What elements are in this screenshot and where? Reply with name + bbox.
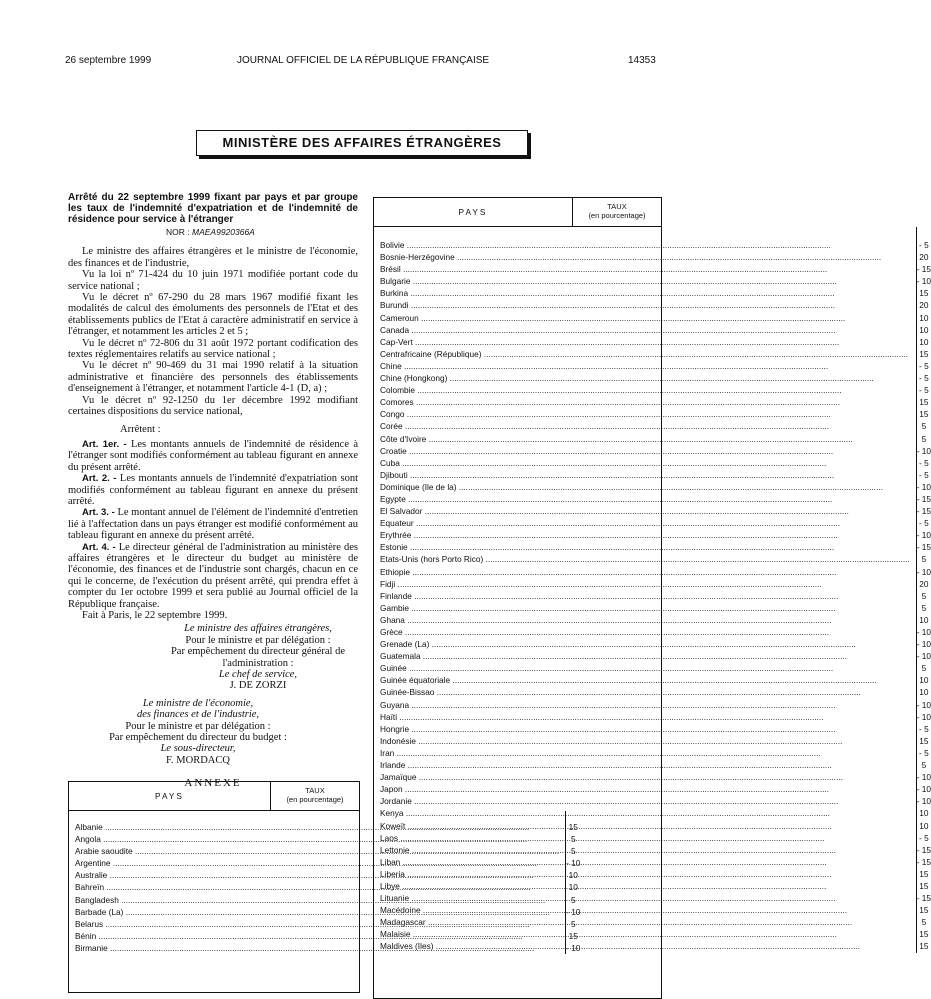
table-row-taux: 10 xyxy=(568,882,578,893)
table-row-taux: 5 xyxy=(570,846,576,857)
visas-list xyxy=(68,246,358,417)
table-row-taux: 5 xyxy=(570,918,576,929)
table-row-taux: - 10 xyxy=(566,942,581,953)
table-row-pays: Guatemala ..... xyxy=(380,650,910,662)
article-text: Les montants annuels de l'indemnité de résidence à l'étranger sont modifiés conformément au tableau figurant en annexe du présent arrêté. xyxy=(68,438,359,473)
table-row-pays: Australie ..... xyxy=(75,869,559,881)
table-row-pays: Iran ..... xyxy=(380,747,910,759)
table-row-taux: - 10 xyxy=(916,627,931,637)
article-text: Les montants annuels de l'indemnité d'expatriation sont modifiés conformément au tableau figurant en annexe du présent arrêté. xyxy=(68,473,359,507)
table-row-pays: Chine ..... xyxy=(380,360,910,372)
visa-paragraph: Vu le décret nº 92-1250 du 1er décembre 1992 modifiant certaines dispositions du service national, xyxy=(68,394,358,418)
table-row-taux: 20 xyxy=(919,252,929,263)
table-row-pays: Dominique (Ile de la) ..... xyxy=(380,481,910,493)
table-row-taux: - 10 xyxy=(916,711,931,722)
table-row-pays: Haïti ..... xyxy=(380,711,910,723)
table-row-taux: - 10 xyxy=(916,784,931,795)
table-row-taux: 15 xyxy=(919,409,929,420)
table-row-pays: Bosnie-Herzégovine ..... xyxy=(380,251,910,263)
table-row-taux: 15 xyxy=(919,397,929,408)
table-row-taux: - 15 xyxy=(916,264,931,275)
table-row-taux: - 15 xyxy=(916,893,931,904)
header-date: 26 septembre 1999 xyxy=(65,55,152,66)
taux-sublabel: (en pourcentage) xyxy=(286,795,344,804)
done-at: Fait à Paris, le 22 septembre 1999. xyxy=(82,610,228,621)
table-row-pays: Jordanie ..... xyxy=(380,795,910,807)
table-row-pays: Brésil ..... xyxy=(380,263,910,275)
table-row-pays: Corée ..... xyxy=(380,420,910,432)
table-row-pays: Cap-Vert ..... xyxy=(380,336,910,348)
table-row-taux: - 15 xyxy=(916,542,931,553)
table-row-taux: 15 xyxy=(919,288,929,299)
table-row-taux: 5 xyxy=(921,554,927,565)
article-text: Le directeur général de l'administration au ministère des affaires étrangères et le directeur du budget au ministère de l'économie, des finances et de l'industrie sont chargés, chacun en ce qui le concerne, de l'exécution du présent arrêté, qui prendra effet à compter du 1er octobre 1999 et sera publié au Journal officiel de la République française. xyxy=(68,541,358,610)
sig2-line1: Pour le ministre et par délégation : xyxy=(125,720,271,732)
table-row-pays: Canada ..... xyxy=(380,324,910,336)
table-row-taux: 10 xyxy=(919,687,929,698)
arrete-title: Arrêté du 22 septembre 1999 fixant par pays et par groupe les taux de l'indemnité d'expatriation et de l'indemnité de résidence pour service à l'étranger xyxy=(68,192,358,225)
table-row-taux: 15 xyxy=(919,941,929,952)
col-header-taux xyxy=(271,782,359,810)
nor-reference xyxy=(166,227,358,238)
article-text: Le montant annuel de l'élément de l'indemnité d'entretien lié à l'affectation dans un pays étranger est modifié conformément au tableau figurant en annexe du présent arrêté. xyxy=(68,507,358,542)
table-row-pays: Côte d'Ivoire ..... xyxy=(380,433,910,445)
table-row-taux: 15 xyxy=(919,868,929,879)
taux-label: TAUX xyxy=(607,202,627,211)
table-row-taux: - 10 xyxy=(916,772,931,783)
article-paragraph xyxy=(68,542,358,610)
table-row-taux: - 10 xyxy=(916,639,931,650)
table-row-pays: Guyana ..... xyxy=(380,699,910,711)
table-row-pays: Angola ..... xyxy=(75,833,559,845)
annexe-title: ANNEXE xyxy=(184,777,242,790)
visa-paragraph: Vu la loi nº 71-424 du 10 juin 1971 modifiée portant code du service national ; xyxy=(68,269,358,292)
table-row-taux: - 10 xyxy=(916,796,931,807)
col-header-pays: PAYS xyxy=(69,782,271,810)
sig1-title: Le chef de service, xyxy=(218,669,298,681)
table-row-pays: Lituanie ..... xyxy=(380,892,910,904)
table-row-taux: - 15 xyxy=(916,844,931,855)
table-row-taux: 5 xyxy=(921,602,927,613)
col-header-taux xyxy=(573,198,661,226)
table-row-pays: Estonie ..... xyxy=(380,541,910,553)
table-row-pays: Bolivie ..... xyxy=(380,239,910,251)
table-row-pays: Arabie saoudite ..... xyxy=(75,845,559,857)
arretent-label: Arrêtent : xyxy=(120,423,161,435)
table-row-taux: 15 xyxy=(919,929,929,940)
table-row-taux: - 10 xyxy=(916,699,931,710)
table-row-taux: 5 xyxy=(921,433,927,444)
table-row-pays: Centrafricaine (République) ..... xyxy=(380,348,910,360)
table-row-taux: - 5 xyxy=(919,723,929,734)
table-row-pays: Congo ..... xyxy=(380,408,910,420)
articles-list xyxy=(68,439,358,610)
col-header-pays: PAYS xyxy=(374,198,573,226)
table-row-taux: 20 xyxy=(919,578,929,589)
table-row-pays: Hongrie ..... xyxy=(380,723,910,735)
visa-paragraph: Vu le décret nº 72-806 du 31 août 1972 portant codification des textes réglementaires relatifs au service national ; xyxy=(68,337,358,361)
sig2-title: Le sous-directeur, xyxy=(160,743,236,755)
table-row-taux: 5 xyxy=(921,917,927,928)
article-label: Art. 2. - xyxy=(82,473,117,485)
article-paragraph xyxy=(68,507,358,541)
pays-column xyxy=(374,227,917,953)
table-row-pays: Macédoine ..... xyxy=(380,904,910,916)
table-row-taux: - 10 xyxy=(916,651,931,662)
table-row-pays: Guinée-Bissao ..... xyxy=(380,686,910,698)
taux-column xyxy=(917,227,931,953)
table-row-taux: - 10 xyxy=(916,445,931,456)
ministry-heading: MINISTÈRE DES AFFAIRES ÉTRANGÈRES xyxy=(196,130,528,156)
table-row-taux: - 5 xyxy=(919,747,929,758)
signature-foreign-affairs xyxy=(158,623,358,691)
table-row-taux: - 15 xyxy=(916,506,931,517)
table-row-taux: 10 xyxy=(919,324,929,335)
sig1-line1: Pour le ministre et par délégation : xyxy=(185,634,331,646)
table-row-taux: 10 xyxy=(919,675,929,686)
visa-paragraph: Vu le décret nº 67-290 du 28 mars 1967 modifié fixant les modalités de calcul des émoluments des personnels de l'Etat et des établissements publics de l'Etat à caractère administratif en service à l'étranger, et notamment les articles 2 et 5 ; xyxy=(68,292,358,338)
header-journal-title: JOURNAL OFFICIEL DE LA RÉPUBLIQUE FRANÇAISE xyxy=(237,55,490,66)
table-row-taux: 5 xyxy=(921,760,927,771)
table-row-taux: - 10 xyxy=(916,276,931,287)
article-paragraph xyxy=(68,473,358,507)
table-row-pays: Japon ..... xyxy=(380,783,910,795)
table-row-taux: 5 xyxy=(921,590,927,601)
sig1-role: Le ministre des affaires étrangères, xyxy=(184,623,332,635)
table-row-taux: 15 xyxy=(919,735,929,746)
visa-paragraph: Le ministre des affaires étrangères et le ministre de l'économie, des finances et de l'industrie, xyxy=(68,246,358,269)
table-row-taux: - 10 xyxy=(916,530,931,541)
table-row-taux: 5 xyxy=(921,663,927,674)
table-row-pays: Finlande ..... xyxy=(380,590,910,602)
table-row-pays: Chine (Hongkong) ..... xyxy=(380,372,910,384)
table-row-pays: Ghana ..... xyxy=(380,614,910,626)
table-row-pays: Argentine ..... xyxy=(75,857,559,869)
table-row-pays: El Salvador ..... xyxy=(380,505,910,517)
sig2-name: F. MORDACQ xyxy=(166,754,230,766)
article-label: Art. 1er. - xyxy=(82,438,127,450)
signature-economy xyxy=(68,698,328,766)
sig2-role2: des finances et de l'industrie, xyxy=(136,709,260,721)
table-row-pays: Grenade (La) ..... xyxy=(380,638,910,650)
table-row-pays: Guinée équatoriale ..... xyxy=(380,674,910,686)
table-row-pays: Bangladesh ..... xyxy=(75,894,559,906)
table-row-pays: Belarus ..... xyxy=(75,918,559,930)
table-row-taux: - 5 xyxy=(919,373,929,384)
table-row-taux: - 10 xyxy=(566,906,581,917)
visa-paragraph: Vu le décret nº 90-469 du 31 mai 1990 relatif à la situation administrative et financière des personnels des établissements d'enseignement à l'étranger, et notamment l'article 4-1 (D, a) ; xyxy=(68,360,358,395)
table-row-taux: 5 xyxy=(570,894,576,905)
table-row-taux: 15 xyxy=(919,905,929,916)
table-row-pays: Cameroun ..... xyxy=(380,312,910,324)
table-row-pays: Koweït ..... xyxy=(380,820,910,832)
article-paragraph xyxy=(68,439,358,473)
taux-sublabel: (en pourcentage) xyxy=(588,211,646,220)
sig2-line2: Par empêchement du directeur du budget : xyxy=(109,732,287,744)
table-row-pays: Ethiopie ..... xyxy=(380,566,910,578)
header-page-number: 14353 xyxy=(628,55,656,66)
table-row-pays: Fidji ..... xyxy=(380,578,910,590)
table-row-pays: Guinée ..... xyxy=(380,662,910,674)
table-row-pays: Maldives (Iles) ..... xyxy=(380,940,910,952)
table-row-pays: Gambie ..... xyxy=(380,602,910,614)
table-row-taux: 10 xyxy=(919,808,929,819)
table-row-taux: 10 xyxy=(919,336,929,347)
table-row-pays: Bénin ..... xyxy=(75,930,559,942)
table-row-pays: Egypte ..... xyxy=(380,493,910,505)
table-row-pays: Liberia ..... xyxy=(380,868,910,880)
table-row-pays: Malaisie ..... xyxy=(380,928,910,940)
table-row-pays: Croatie ..... xyxy=(380,445,910,457)
table-row-pays: Indonésie ..... xyxy=(380,735,910,747)
table-row-pays: Madagascar ..... xyxy=(380,916,910,928)
article-label: Art. 4. - xyxy=(82,541,116,553)
table-row-pays: Burundi ..... xyxy=(380,299,910,311)
table-row-pays: Albanie ..... xyxy=(75,821,559,833)
table-row-taux: - 15 xyxy=(916,856,931,867)
table-row-taux: 5 xyxy=(570,834,576,845)
table-row-taux: 5 xyxy=(921,421,927,432)
table-row-taux: 10 xyxy=(919,312,929,323)
table-row-taux: - 10 xyxy=(916,566,931,577)
table-row-pays: Libye ..... xyxy=(380,880,910,892)
table-row-taux: 15 xyxy=(919,880,929,891)
table-row-pays: Jamaïque ..... xyxy=(380,771,910,783)
table-row-pays: Cuba ..... xyxy=(380,457,910,469)
table-row-pays: Djibouti ..... xyxy=(380,469,910,481)
table-row-pays: Etats-Unis (hors Porto Rico) ..... xyxy=(380,553,910,565)
table-row-pays: Burkina ..... xyxy=(380,287,910,299)
nor-value: MAEA9920366A xyxy=(192,227,255,237)
taux-label: TAUX xyxy=(305,786,325,795)
table-row-pays: Kenya ..... xyxy=(380,807,910,819)
annexe-table-right xyxy=(373,197,931,999)
table-row-taux: - 5 xyxy=(919,240,929,250)
table-row-pays: Erythrée ..... xyxy=(380,529,910,541)
table-row-taux: - 10 xyxy=(566,858,581,869)
table-row-taux: 10 xyxy=(919,820,929,831)
table-row-pays: Birmanie ..... xyxy=(75,942,559,954)
table-row-pays: Equateur ..... xyxy=(380,517,910,529)
table-row-taux: 15 xyxy=(568,822,578,832)
table-row-pays: Lettonie ..... xyxy=(380,844,910,856)
table-row-taux: - 5 xyxy=(919,457,929,468)
table-row-taux: - 5 xyxy=(919,518,929,529)
table-row-pays: Grèce ..... xyxy=(380,626,910,638)
table-row-taux: - 5 xyxy=(919,385,929,396)
nor-label: NOR : xyxy=(166,227,190,237)
table-header xyxy=(374,198,661,227)
sig1-line2: Par empêchement du directeur général de l'administration : xyxy=(170,646,346,669)
sig2-role1: Le ministre de l'économie, xyxy=(142,697,254,709)
table-row-taux: 15 xyxy=(919,348,929,359)
table-row-taux: 10 xyxy=(919,614,929,625)
table-row-taux: - 15 xyxy=(916,493,931,504)
arrete-column xyxy=(68,192,358,800)
table-row-taux: 15 xyxy=(568,930,578,941)
table-row-pays: Irlande ..... xyxy=(380,759,910,771)
table-row-taux: 10 xyxy=(568,870,578,881)
table-row-pays: Bahreïn ..... xyxy=(75,881,559,893)
table-row-pays: Liban ..... xyxy=(380,856,910,868)
article-label: Art. 3. - xyxy=(82,507,115,519)
table-row-taux: - 5 xyxy=(919,832,929,843)
table-row-taux: - 5 xyxy=(919,469,929,480)
table-header xyxy=(69,782,359,811)
table-row-pays: Colombie ..... xyxy=(380,384,910,396)
table-row-taux: - 10 xyxy=(916,481,931,492)
table-row-pays: Bulgarie ..... xyxy=(380,275,910,287)
table-row-taux: - 5 xyxy=(919,360,929,371)
sig1-name: J. DE ZORZI xyxy=(229,680,287,692)
table-row-pays: Comores ..... xyxy=(380,396,910,408)
table-row-pays: Barbade (La) ..... xyxy=(75,906,559,918)
table-row-taux: 20 xyxy=(919,300,929,311)
table-row-pays: Laos ..... xyxy=(380,832,910,844)
